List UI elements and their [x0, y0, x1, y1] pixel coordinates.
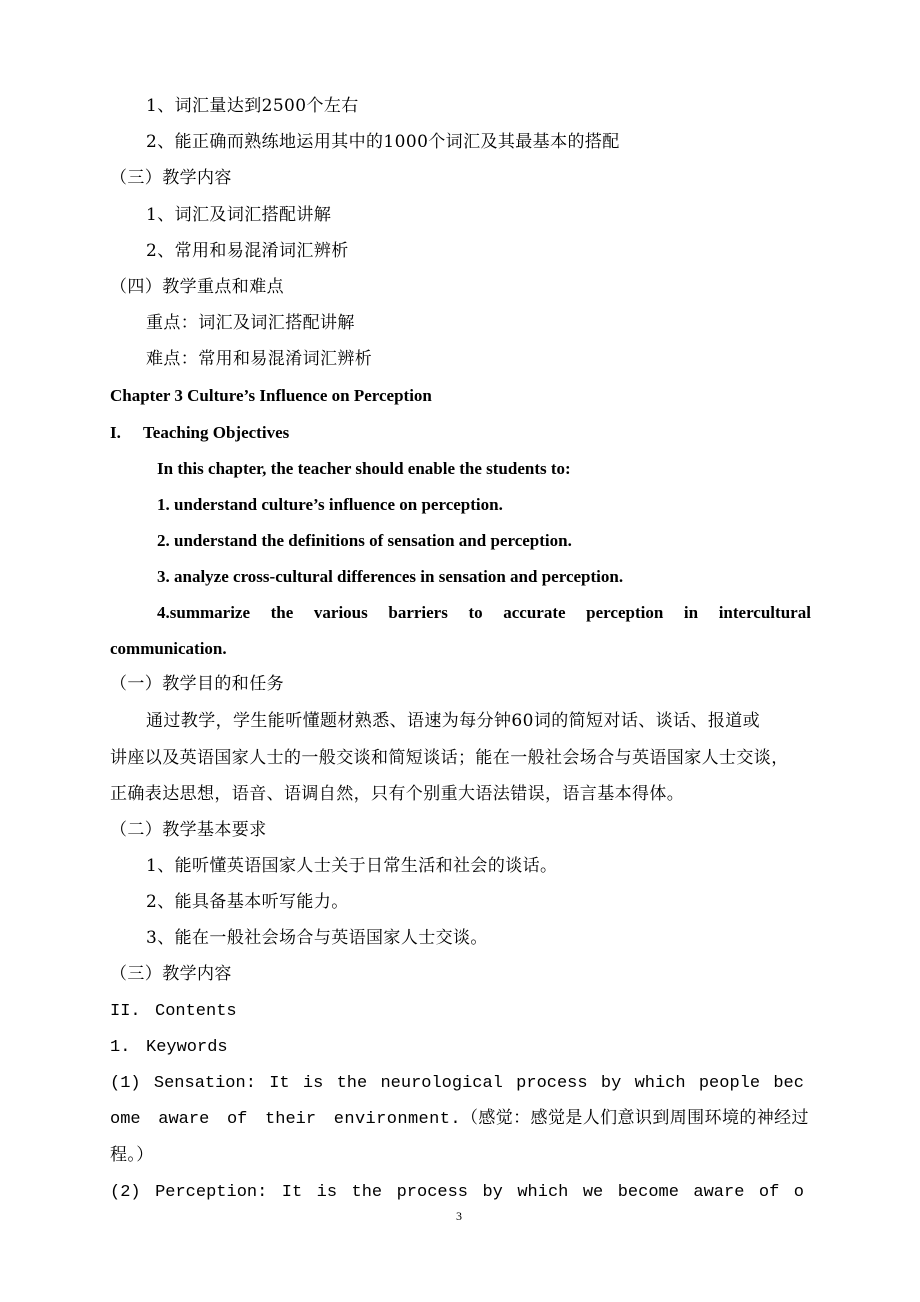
word: we: [582, 1183, 604, 1202]
vocab-goal-2: 2、能正确而熟练地运用其中的1000个词汇及其最基本的搭配: [146, 132, 620, 152]
section-heading: （四）教学重点和难点: [110, 277, 284, 297]
paragraph-line: 正确表达思想，语音、语调自然，只有个别重大语法错误，语言基本得体。: [110, 784, 685, 804]
word: the: [351, 1183, 383, 1202]
difficult-point: 难点：常用和易混淆词汇辨析: [146, 349, 373, 369]
word: which: [517, 1183, 569, 1202]
word: intercultural: [718, 603, 811, 622]
objective-item-4-end: communication.: [110, 639, 227, 658]
objective-item-4: [157, 604, 811, 621]
definition-sensation-line-2: [110, 1111, 809, 1128]
word: bec: [773, 1074, 804, 1093]
requirement-item: 1、能听懂英语国家人士关于日常生活和社会的谈话。: [146, 856, 558, 876]
word: by: [600, 1074, 622, 1093]
word: is: [316, 1183, 338, 1202]
objective-item: 2. understand the definitions of sensation and perception.: [157, 531, 572, 550]
definition-sensation-end: 程。）: [110, 1145, 154, 1165]
word: environment.（感觉：感觉是人们意识到周围环境的神经过: [333, 1110, 809, 1129]
word: It: [269, 1074, 290, 1093]
contents-number: II.: [110, 1002, 141, 1021]
paragraph-line: 讲座以及英语国家人士的一般交谈和简短谈话；能在一般社会场合与英语国家人士交谈，: [110, 748, 789, 768]
objective-item: 1. understand culture’s influence on perception.: [157, 495, 503, 514]
definition-sensation-line-1: [110, 1075, 804, 1092]
section-heading: （三）教学内容: [110, 964, 232, 984]
keywords-title: Keywords: [146, 1038, 228, 1057]
word: (1): [110, 1074, 141, 1093]
word: of: [758, 1183, 780, 1202]
word: neurological: [380, 1074, 503, 1093]
word: perception: [586, 603, 664, 622]
keywords-number: 1.: [110, 1038, 131, 1057]
section-heading: （三）教学内容: [110, 168, 232, 188]
word: the: [336, 1074, 368, 1093]
word: process: [516, 1074, 588, 1093]
word: various: [313, 603, 368, 622]
word: aware: [158, 1110, 210, 1129]
word: process: [396, 1183, 469, 1202]
content-item-2: 2、常用和易混淆词汇辨析: [146, 241, 349, 261]
word: is: [302, 1074, 324, 1093]
word: in: [683, 603, 699, 622]
contents-title: Contents: [155, 1002, 237, 1021]
word: 4.summarize: [157, 603, 251, 622]
word: o: [793, 1183, 804, 1202]
word: become: [617, 1183, 679, 1202]
word: by: [482, 1183, 503, 1202]
word: Sensation:: [153, 1074, 256, 1093]
word: (2): [110, 1183, 141, 1202]
word: which: [634, 1074, 686, 1093]
objective-item: 3. analyze cross-cultural differences in sensation and perception.: [157, 567, 624, 586]
word: of: [226, 1110, 248, 1129]
word: ome: [110, 1110, 141, 1129]
page-number: 3: [456, 1209, 462, 1223]
requirement-item: 2、能具备基本听写能力。: [146, 892, 349, 912]
word: It: [281, 1183, 303, 1202]
objectives-intro: In this chapter, the teacher should enable the students to:: [157, 459, 571, 478]
word: accurate: [503, 603, 566, 622]
word: their: [265, 1110, 317, 1129]
word: Perception:: [155, 1183, 268, 1202]
word: barriers: [388, 603, 448, 622]
requirement-item: 3、能在一般社会场合与英语国家人士交谈。: [146, 928, 488, 948]
content-item-1: 1、词汇及词汇搭配讲解: [146, 205, 332, 225]
word: people: [698, 1074, 761, 1093]
objectives-title: Teaching Objectives: [143, 423, 290, 442]
word: the: [270, 603, 294, 622]
definition-perception-line-1: [110, 1184, 804, 1201]
word: aware: [693, 1183, 745, 1202]
chapter-title: Chapter 3 Culture’s Influence on Perception: [110, 386, 432, 405]
section-heading: （二）教学基本要求: [110, 820, 267, 840]
key-point: 重点：词汇及词汇搭配讲解: [146, 313, 355, 333]
word: to: [468, 603, 483, 622]
section-heading: （一）教学目的和任务: [110, 674, 284, 694]
vocab-goal-1: 1、词汇量达到2500个左右: [146, 96, 359, 116]
objectives-number: I.: [110, 423, 121, 442]
paragraph-line: 通过教学，学生能听懂题材熟悉、语速为每分钟60词的简短对话、谈话、报道或: [146, 711, 761, 731]
